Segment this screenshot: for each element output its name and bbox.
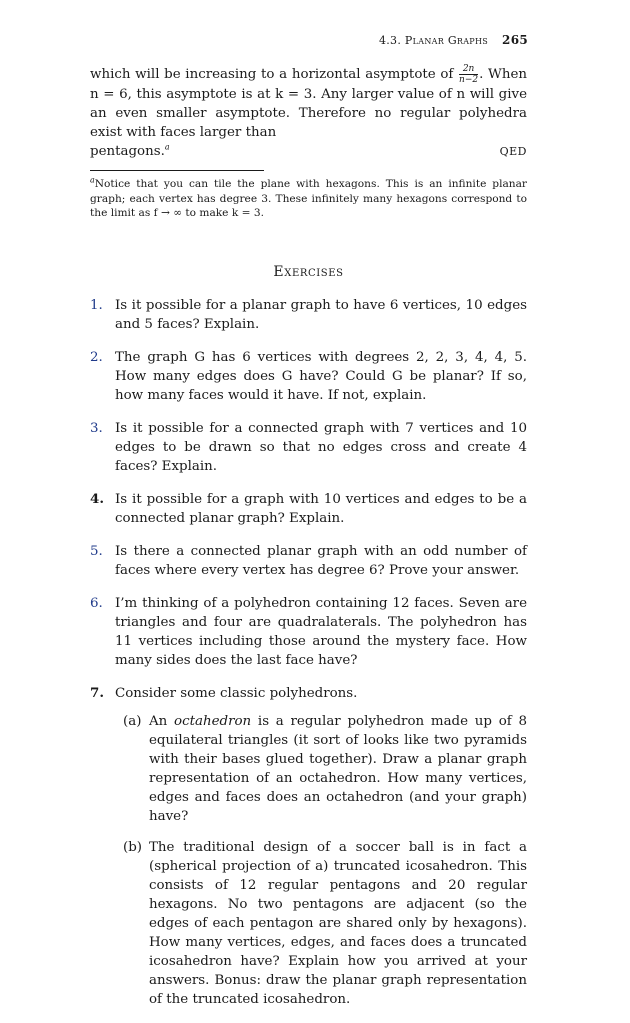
exercise-text: Is there a connected planar graph with an odd number of faces where every vertex has degree 6? Prove your answer.: [115, 543, 527, 578]
exercise-number: 2.: [90, 349, 103, 365]
subpart-label: (b): [123, 839, 143, 855]
exercise-text: Is it possible for a planar graph to have 6 vertices, 10 edges and 5 faces? Explain.: [115, 297, 527, 332]
section-title: 4.3. Planar Graphs: [378, 34, 489, 47]
exercise-item: [90, 419, 527, 476]
subpart-text-post: is a regular polyhedron made up of 8 equilateral triangles (it sort of looks like two pyramids with their bases glued together). Draw a planar graph representation of an octahedron. How many vertices, edges and faces does an octahedron (and your graph) have?: [149, 713, 527, 824]
exercise-item: [90, 594, 527, 670]
footnote-mark: a: [90, 175, 95, 185]
exercise-item: [90, 490, 527, 528]
subpart-text-pre: An: [149, 713, 175, 729]
exercise-text: The graph G has 6 vertices with degrees 2, 2, 3, 4, 4, 5. How many edges does G have? Could G be planar? If so, how many faces would it have. If not, explain.: [115, 349, 527, 403]
subpart-text: The traditional design of a soccer ball is in fact a (spherical projection of a) truncated icosahedron. This consists of 12 regular pentagons and 20 regular hexagons. No two pentagons are adjacent (so the edges of each pentagon are shared only by hexagons). How many vertices, edges, and faces does a truncated icosahedron have? Explain how you arrived at your answers. Bonus: draw the planar graph representation of the truncated icosahedron.: [149, 839, 527, 1007]
fraction: [459, 64, 478, 85]
exercise-text: Consider some classic polyhedrons.: [115, 685, 358, 701]
footnote-text: Notice that you can tile the plane with hexagons. This is an infinite planar graph; each vertex has degree 3. These infinitely many hexagons correspond to the limit as f → ∞ to make k = 3.: [90, 178, 527, 219]
subpart-text: [149, 712, 527, 826]
exercise-item: [90, 348, 527, 405]
exercise-7-body: [115, 684, 527, 1009]
exercise-item: [90, 296, 527, 334]
fraction-numerator: 2n: [459, 64, 478, 75]
exercise-item: [90, 542, 527, 580]
running-header: [379, 33, 528, 47]
footnote-reference: a: [164, 142, 170, 152]
exercise-text: Is it possible for a graph with 10 vertices and edges to be a connected planar graph? Explain.: [115, 491, 527, 526]
exercise-number: 7.: [90, 684, 104, 701]
intro-last-word: pentagons.: [90, 144, 165, 159]
exercise-item: [90, 684, 527, 1009]
exercises-heading: Exercises: [273, 263, 344, 280]
subpart-b: [115, 838, 527, 1009]
intro-last-line: [90, 142, 527, 161]
page-number: 265: [502, 33, 528, 47]
octahedron-term: octahedron: [174, 713, 252, 729]
exercise-number: 3.: [90, 420, 103, 436]
intro-text-start: which will be increasing to a horizontal asymptote of: [90, 67, 459, 82]
exercise-text: Is it possible for a connected graph with 7 vertices and 10 edges to be drawn so that no edges cross and create 4 faces? Explain.: [115, 420, 527, 474]
subpart-a: [115, 712, 527, 826]
footnote-rule: [90, 170, 264, 171]
exercise-number: 1.: [90, 297, 103, 313]
page-body: [90, 64, 527, 1023]
exercise-text: I’m thinking of a polyhedron containing 12 faces. Seven are triangles and four are quadralaterals. The polyhedron has 11 vertices including those around the mystery face. How many sides does the last face have?: [115, 595, 527, 668]
exercise-number: 6.: [90, 595, 103, 611]
subpart-list: [115, 712, 527, 1009]
exercise-number: 4.: [90, 490, 104, 507]
fraction-denominator: n−2: [459, 75, 479, 85]
intro-text-rest: . When n = 6, this asymptote is at k = 3. Any larger value of n will give an even smaller asymptote. Therefore no regular polyhedra exist with faces larger than: [90, 67, 527, 140]
qed-mark: QED: [499, 145, 527, 158]
intro-paragraph: [90, 64, 527, 142]
subpart-label: (a): [123, 713, 142, 729]
exercise-number: 5.: [90, 543, 103, 559]
footnote: [90, 177, 527, 221]
